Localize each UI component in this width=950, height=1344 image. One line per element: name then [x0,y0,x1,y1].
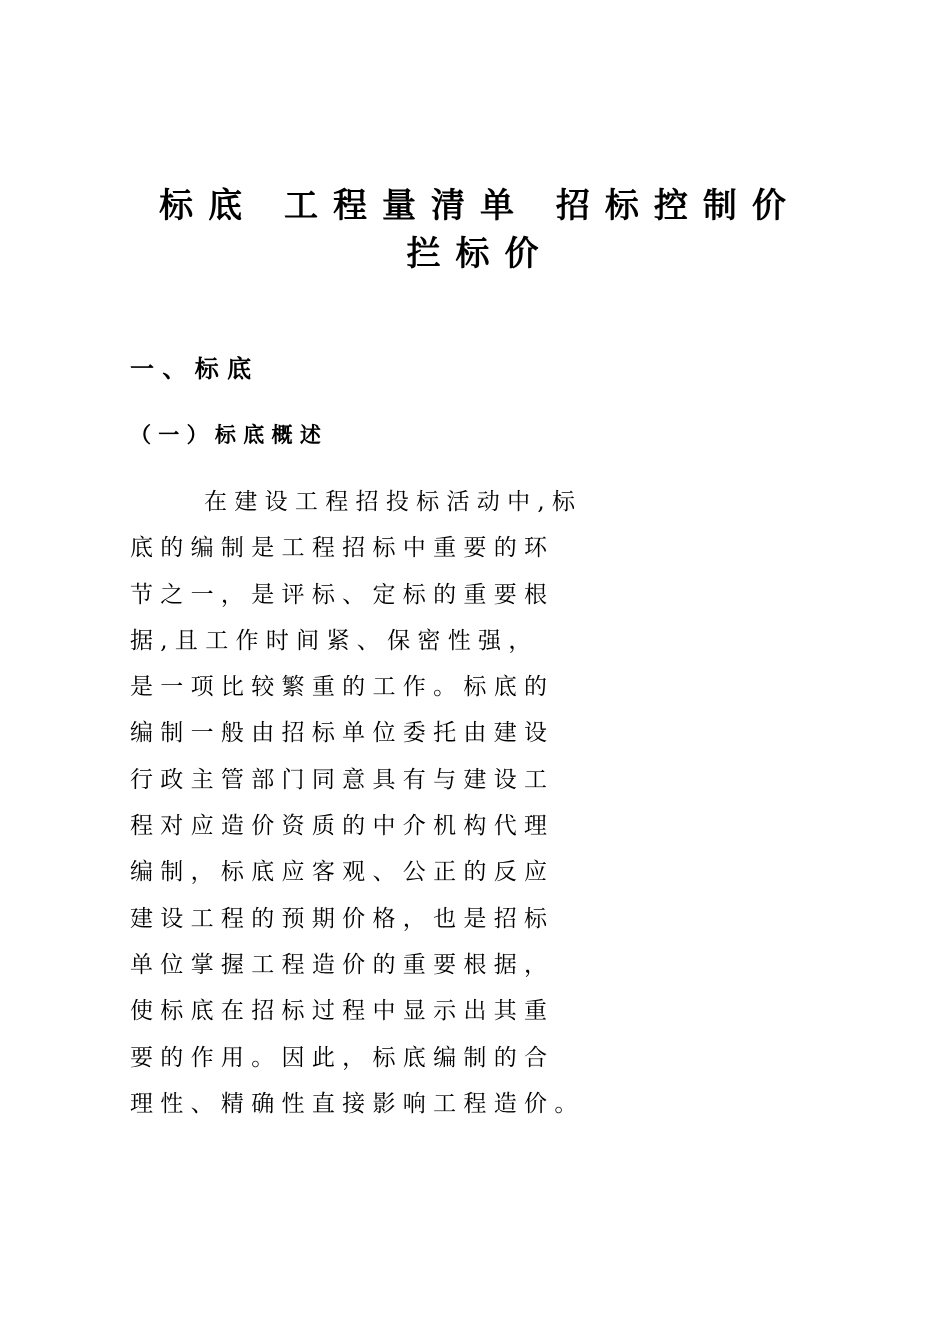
document-title-continued: 拦标价 [406,234,554,274]
body-line: 底 的 编 制 是 工 程 招 标 中 重 要 的 环 [130,535,548,562]
body-line: 行 政 主 管 部 门 同 意 具 有 与 建 设 工 [130,766,548,793]
subsection-heading: （ 一 ） 标 底 概 述 [130,423,321,447]
body-line: 编 制 ， 标 底 应 客 观 、 公 正 的 反 应 [130,859,548,886]
body-line: 使 标 底 在 招 标 过 程 中 显 示 出 其 重 [130,998,548,1025]
section-heading: 一 、 标 底 [130,355,252,383]
body-line: 要 的 作 用 。 因 此 ， 标 底 编 制 的 合 [130,1044,548,1071]
body-line: 理 性 、 精 确 性 直 接 影 响 工 程 造 价 。 [130,1090,578,1117]
body-line: 在 建 设 工 程 招 投 标 活 动 中 , 标 [204,489,576,515]
body-line: 程 对 应 造 价 资 质 的 中 介 机 构 代 理 [130,813,548,840]
body-paragraph [130,479,850,1127]
body-line: 是 一 项 比 较 繁 重 的 工 作 。 标 底 的 [130,674,548,701]
body-line: 建 设 工 程 的 预 期 价 格 ， 也 是 招 标 [130,905,548,932]
body-line: 据 , 且 工 作 时 间 紧 、 保 密 性 强 ， [130,627,532,654]
document-title: 标底 工程量清单 招标控制价 [159,186,801,226]
body-line: 单 位 掌 握 工 程 造 价 的 重 要 根 据 ， [130,951,548,978]
body-line: 编 制 一 般 由 招 标 单 位 委 托 由 建 设 [130,720,548,747]
body-line: 节 之 一 ， 是 评 标 、 定 标 的 重 要 根 [130,581,548,608]
